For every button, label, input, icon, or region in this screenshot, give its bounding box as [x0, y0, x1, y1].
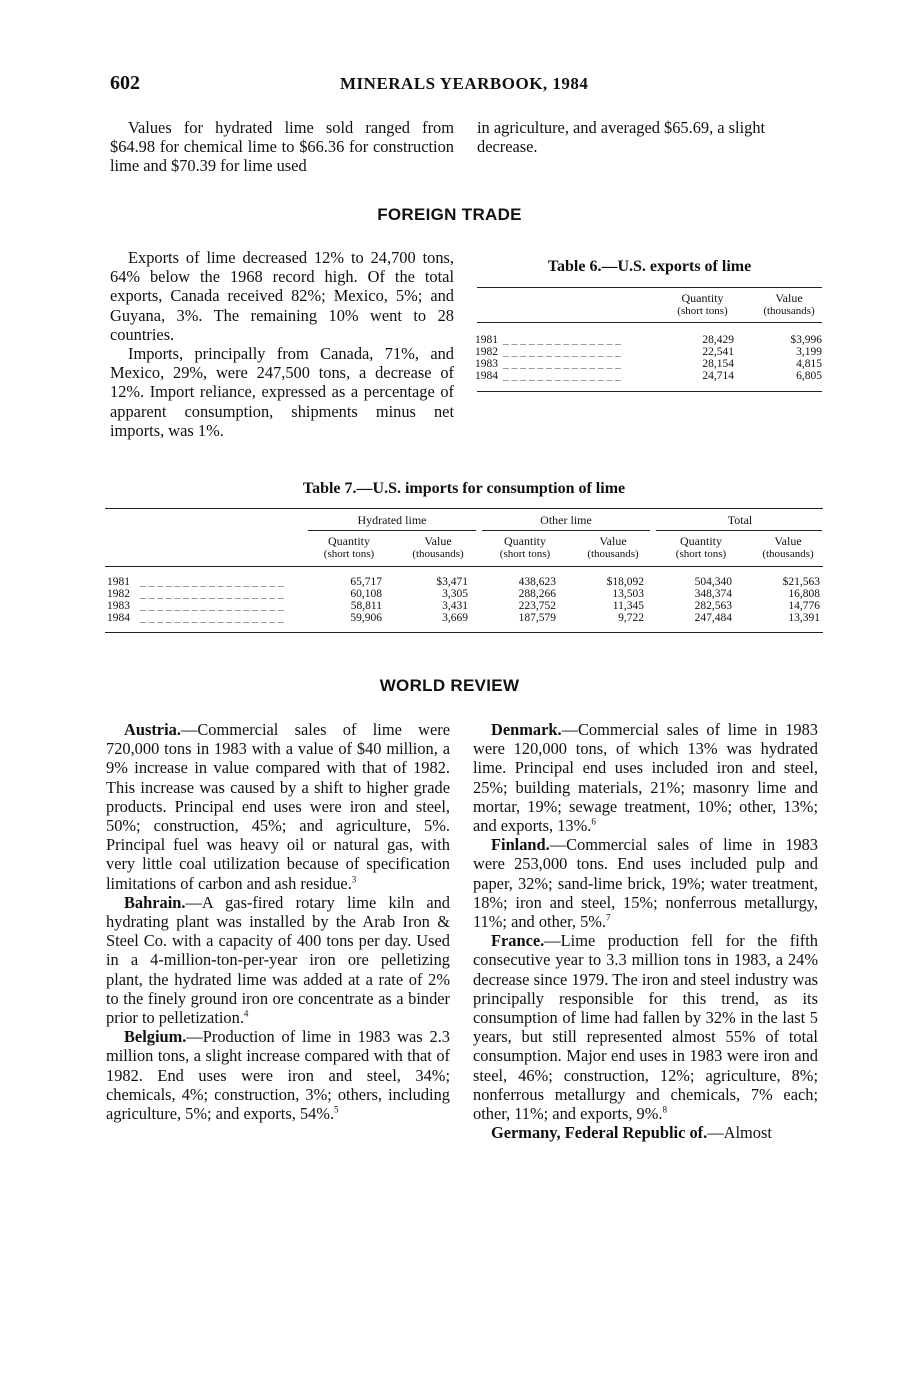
- germany-country: Germany, Federal Republic of.: [491, 1123, 708, 1143]
- austria-country: Austria.: [124, 720, 181, 739]
- table-6-bottom-rule: [477, 391, 822, 392]
- footnote-ref: 6: [591, 816, 596, 827]
- table-7-group-rule: [308, 530, 476, 531]
- table-7-other-value-header: Value (thousands): [587, 534, 639, 560]
- denmark-country: Denmark.: [491, 720, 562, 739]
- germany-paragraph: Germany, Federal Republic of.—Almost: [491, 1123, 772, 1143]
- foreign-trade-text: [110, 248, 454, 440]
- france-country: France.: [491, 931, 545, 951]
- page: 602 MINERALS YEARBOOK, 1984 Values for hydrated lime sold ranged from $64.98 for chemical lime to $66.36 for construction lime and $70.39 for lime used in agriculture, and averaged $65.69, a slight decrease. FOREIGN TRADE Exports of lime decreased 12% to 24,700 tons, 64% below the 1968 record high. Of the total exports, Canada received 82%; Mexico, 5%; and Guyana, 3%. The remaining 10% went to 28 countries. Imports, principally from Canada, 71%, and Mexico, 29%, were 247,500 tons, a decrease of 12%. Import reliance, expressed as a percentage of apparent consumption, shipments minus net imports, was 1%. Table 6.—U.S. exports of lime Quantity (short tons) Value (thousands) 1981 _ _ _ _ _ _ _ _ _ _ _ _ _ _ 28,429 $3,996 1982 _ _ _ _ _ _ _ _ _ _ _ _ _ _ 22,541 3,199 1983 _ _ _ _ _ _ _ _ _ _ _ _ _ _ 28,154 4,815 1984 _ _ _ _ _ _ _ _ _ _ _ _ _ _ 24,714 6,805 Table 7.—U.S. imports for consumption of lime Hydrated lime Other lime Total Quantity (short tons) Value (thousands) Quantity (short tons) Value (thousands) Quantity (short tons) Value (thousands) 1981 _ _ _ _ _ _ _ _ _ _ _ _ _ _ _ _ _ 65,717 $3,471 438,623 $18,092 504,340 $21,563 1982 _ _ _ _ _ _ _ _ _ _ _ _ _ _ _ _ _ 60,108 3,305 288,266 13,503 348,374 16,808 1983 _ _ _ _ _ _ _ _ _ _ _ _ _ _ _ _ _ 58,811 3,431 223,752 11,345 282,563 14,776 1984 _ _ _ _ _ _ _ _ _ _ _ _ _ _ _ _ _ 59,906 3,669 187,579 9,722 247,484 13,391 WORLD REVIEW Austria.—Commercial sales of lime were 720,000 tons in 1983 with a value of $40 million, a 9% increase in value compared with that of 1982. This increase was caused by a shift to higher grade products. Principal end uses were iron and steel, 50%; construction, 45%; and agriculture, 5%. Principal fuel was heavy oil or natural gas, with very little coal utilization because of specification limitations of carbon and ash residue.$^3$ Bahrain.—A gas-fired rotary lime kiln and hydrating plant was installed by the Arab Iron & Steel Co. with a capacity of 400 tons per day. Used in a 4-million-ton-per-year iron ore pelletizing plant, the hydrated lime was added at a rate of 2% to the finely ground iron ore concentrate as a binder prior to pelletization.$^4$ Belgium.—Production of lime in 1983 was 2.3 million tons, a slight increase compared with that of 1982. End uses were iron and steel, 34%; chemicals, 4%; construction, 3%; others, including agriculture, 5%; and exports, 54%.$^5$ Denmark.—Commercial sales of lime in 1983 were 120,000 tons, of which 13% was hydrated lime. Principal end uses included iron and steel, 25%; building materials, 21%; masonry lime and mortar, 19%; sewage treatment, 10%; other, 13%; and exports, 13%.$^6$ Finland.—Commercial sales of lime in 1983 were 253,000 tons. End uses included pulp and paper, 32%; sand-lime brick, 19%; water treatment, 18%; iron and steel, 15%; nonferrous metallurgy, 11%; and other, 5%.$^7$ France.—Lime production fell for the fifth consecutive year to 3.3 million tons in 1983, a 24% decrease since 1979. The iron and steel industry was principally responsible for this trend, as its consumption of lime had fallen by 32% in the last 5 years, but still represented almost 55% of total consumption. Major end uses in 1983 were iron and steel, 46%; construction, 12%; agriculture, 8%; nonferrous metallurgy and chemicals, 7% each; other, 11%; and exports, 9%.$^8$ Germany, Federal Republic of.—Almost: [0, 0, 899, 1380]
- table-6-title: Table 6.—U.S. exports of lime: [547, 258, 752, 275]
- running-title: MINERALS YEARBOOK, 1984: [340, 74, 589, 93]
- world-review-right-column: [473, 720, 818, 1142]
- table-7-hydrated-quantity-header: Quantity (short tons): [323, 534, 375, 560]
- intro-right-text: in agriculture, and averaged $65.69, a slight decrease.: [477, 118, 766, 157]
- denmark-paragraph: Denmark.—Commercial sales of lime in 1983 were 120,000 tons, of which 13% was hydrated lime. Principal end uses included iron and steel, 25%; building materials, 21%; masonry lime and mortar, 19%; sewage treatment, 10%; other, 13%; and exports, 13%.$^6$: [473, 720, 818, 836]
- table-7-group-hydrated: Hydrated lime: [357, 513, 427, 527]
- table-7-total-value-header: Value (thousands): [762, 534, 814, 560]
- table-7-group-total: Total: [727, 513, 753, 527]
- table-6-header-rule: [477, 322, 822, 323]
- table-7-total-quantity-header: Quantity (short tons): [675, 534, 727, 560]
- table-6-top-rule: [477, 287, 822, 288]
- belgium-paragraph: Belgium.—Production of lime in 1983 was 2.3 million tons, a slight increase compared with that of 1982. End uses were iron and steel, 34%; chemicals, 4%; construction, 3%; others, including agriculture, 5%; and exports, 54%.$^5$: [106, 1027, 450, 1124]
- austria-paragraph: Austria.—Commercial sales of lime were 720,000 tons in 1983 with a value of $40 million, a 9% increase in value compared with that of 1982. This increase was caused by a shift to higher grade products. Principal end uses were iron and steel, 50%; construction, 45%; and agriculture, 5%. Principal fuel was heavy oil or natural gas, with very little coal utilization because of specification limitations of carbon and ash residue.$^3$: [106, 720, 450, 893]
- table-6-quantity-header: Quantity (short tons): [677, 291, 728, 317]
- footnote-ref: 3: [351, 874, 357, 885]
- france-paragraph: France.—Lime production fell for the fifth consecutive year to 3.3 million tons in 1983, a 24% decrease since 1979. The iron and steel industry was principally responsible for this trend, as its consumption of lime had fallen by 32% in the last 5 years, but still represented almost 55% of total consumption. Major end uses in 1983 were iron and steel, 46%; construction, 12%; agriculture, 8%; nonferrous metallurgy and chemicals, 7% each; other, 11%; and exports, 9%.$^8$: [473, 931, 818, 1124]
- exports-paragraph: Exports of lime decreased 12% to 24,700 tons, 64% below the 1968 record high. Of the total exports, Canada received 82%; Mexico, 5%; and Guyana, 3%. The remaining 10% went to 28 countries.: [110, 248, 454, 344]
- table-7-group-rule: [482, 530, 650, 531]
- page-header: [110, 72, 822, 96]
- table-7-header-rule: [105, 566, 823, 567]
- finland-paragraph: Finland.—Commercial sales of lime in 1983 were 253,000 tons. End uses included pulp and paper, 32%; sand-lime brick, 19%; water treatment, 18%; iron and steel, 15%; nonferrous metallurgy, 11%; and other, 5%.$^7$: [473, 835, 818, 932]
- table-7-group-rule: [656, 530, 822, 531]
- bahrain-paragraph: Bahrain.—A gas-fired rotary lime kiln and hydrating plant was installed by the Arab Iron & Steel Co. with a capacity of 400 tons per day. Used in a 4-million-ton-per-year iron ore pelletizing plant, the hydrated lime was added at a rate of 2% to the finely ground iron ore concentrate as a binder prior to pelletization.$^4$: [106, 892, 450, 1028]
- table-7-hydrated-value-header: Value (thousands): [412, 534, 464, 560]
- intro-left-text: Values for hydrated lime sold ranged from $64.98 for chemical lime to $66.36 for construction lime and $70.39 for lime used: [110, 118, 454, 176]
- footnote-ref: 8: [662, 1104, 667, 1115]
- world-review-left-column: [106, 720, 450, 1123]
- intro-right-column: [477, 118, 822, 156]
- footnote-ref: 7: [606, 912, 611, 923]
- table-7-bottom-rule: [105, 632, 823, 633]
- table-7-title: Table 7.—U.S. imports for consumption of lime: [302, 480, 626, 497]
- imports-paragraph: Imports, principally from Canada, 71%, and Mexico, 29%, were 247,500 tons, a decrease of 12%. Import reliance, expressed as a percentage of apparent consumption, shipments minus net imports, was 1%.: [110, 344, 454, 440]
- footnote-ref: 5: [334, 1104, 339, 1115]
- table-7-group-other: Other lime: [540, 513, 592, 527]
- belgium-country: Belgium.: [124, 1027, 187, 1047]
- bahrain-country: Bahrain.: [124, 892, 186, 912]
- table-6-value-header: Value (thousands): [763, 291, 815, 317]
- finland-country: Finland.: [491, 835, 550, 855]
- foreign-trade-heading: FOREIGN TRADE: [377, 205, 522, 224]
- page-number: 602: [110, 72, 140, 94]
- intro-left-column: [110, 118, 454, 176]
- table-7-top-rule: [105, 508, 823, 509]
- world-review-heading: WORLD REVIEW: [379, 676, 520, 695]
- footnote-ref: 4: [243, 1008, 249, 1019]
- table-7-other-quantity-header: Quantity (short tons): [499, 534, 551, 560]
